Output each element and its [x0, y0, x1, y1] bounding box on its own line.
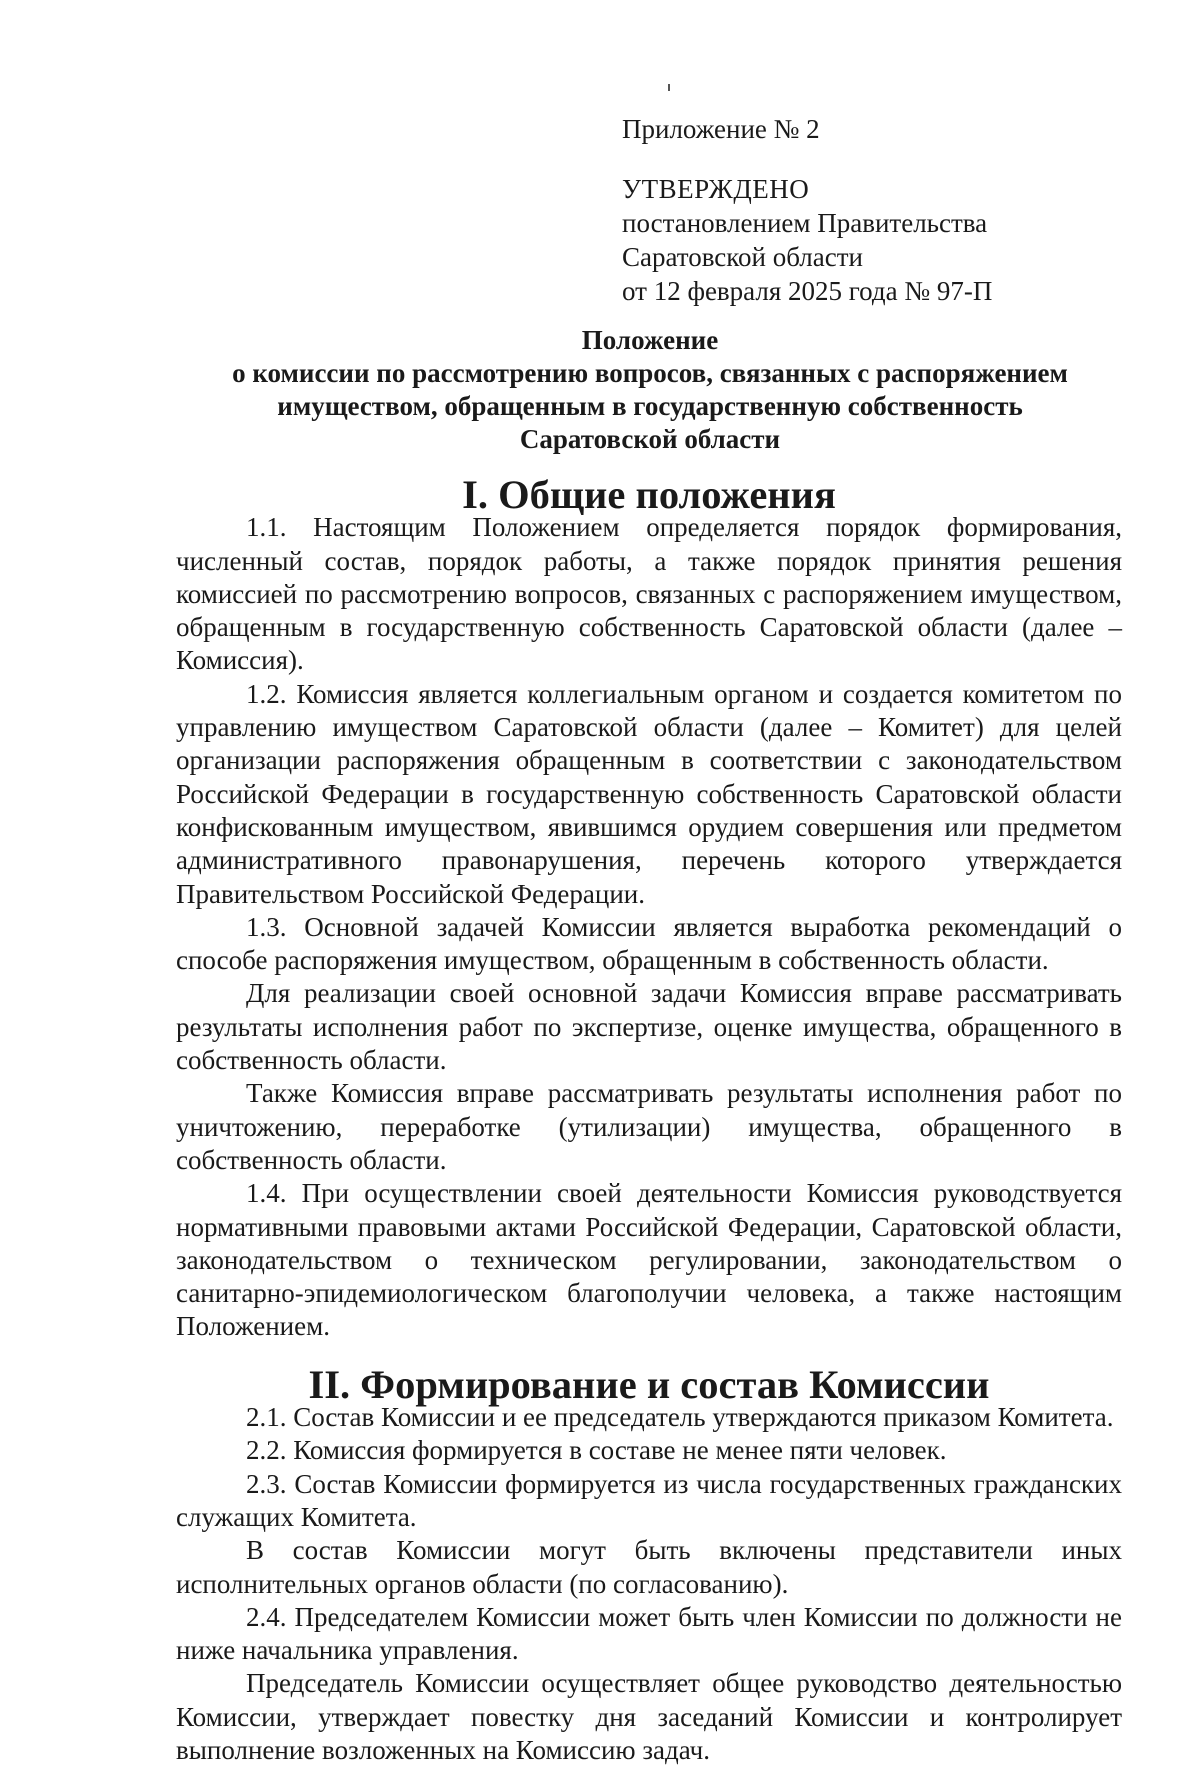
title-line-3: имуществом, обращенным в государственную собственность	[277, 391, 1023, 421]
title-line-1: Положение	[581, 325, 719, 355]
paragraph-2-4: 2.4. Председателем Комиссии может быть член Комиссии по должности не ниже начальника управления.	[176, 1601, 1122, 1666]
title-line-4: Саратовской области	[519, 424, 781, 454]
paragraph-1-3-a: Для реализации своей основной задачи Комиссия вправе рассматривать результаты исполнения работ по экспертизе, оценке имущества, обращенного в собственность области.	[176, 978, 1122, 1076]
paragraph-1-3-b: Также Комиссия вправе рассматривать результаты исполнения работ по уничтожению, переработке (утилизации) имущества, обращенного в собственность области.	[176, 1078, 1122, 1175]
paragraph-2-1: 2.1. Состав Комиссии и ее председатель утверждаются приказом Комитета.	[246, 1402, 1114, 1433]
paragraph-1-1: 1.1. Настоящим Положением определяется порядок формирования, численный состав, порядок работы, а также порядок принятия решения комиссией по рассмотрению вопросов, связанных с распоряжением имуществом, обращенным в государственную собственность Саратовской области (далее – Комиссия).	[176, 512, 1122, 676]
document-body	[176, 472, 1122, 1767]
section-1-heading: I. Общие положения	[462, 472, 836, 517]
paragraph-1-2: 1.2. Комиссия является коллегиальным органом и создается комитетом по управлению имуществом Саратовской области (далее – Комитет) для целей организации распоряжения обращенным в соответствии с законодательством Российской Федерации в государственную собственность Саратовской области конфискованным имуществом, явившимся орудием совершения или предметом административного правонарушения, перечень которого утверждается Правительством Российской Федерации.	[176, 678, 1122, 909]
paragraph-2-3: 2.3. Состав Комиссии формируется из числа государственных гражданских служащих Комитета.	[176, 1468, 1122, 1532]
document-title	[160, 324, 1140, 456]
approved-label: УТВЕРЖДЕНО	[622, 174, 810, 204]
approved-by-line-1: постановлением Правительства	[622, 208, 988, 238]
paragraph-1-4: 1.4. При осуществлении своей деятельности Комиссия руководствуется нормативными правовыми актами Российской Федерации, Саратовской области, законодательством о техническом регулировании, законодательством о санитарно-эпидемиологическом благополучии человека, а также настоящим Положением.	[176, 1178, 1122, 1342]
paragraph-2-3-a: В состав Комиссии могут быть включены представители иных исполнительных органов области (по согласованию).	[176, 1535, 1122, 1599]
scan-artifact-mark	[668, 84, 670, 91]
paragraph-1-3: 1.3. Основной задачей Комиссии является выработка рекомендаций о способе распоряжения имуществом, обращенным в собственность области.	[176, 911, 1122, 976]
appendix-number: Приложение № 2	[622, 114, 820, 144]
paragraph-2-2: 2.2. Комиссия формируется в составе не менее пяти человек.	[246, 1435, 947, 1466]
title-line-2: о комиссии по рассмотрению вопросов, связанных с распоряжением	[232, 358, 1068, 388]
approved-by-line-3: от 12 февраля 2025 года № 97-П	[622, 276, 993, 306]
section-2-heading: II. Формирование и состав Комиссии	[308, 1361, 990, 1407]
approval-stamp-block	[622, 112, 992, 308]
approved-by-line-2: Саратовской области	[622, 242, 863, 272]
paragraph-2-4-a: Председатель Комиссии осуществляет общее руководство деятельностью Комиссии, утверждает повестку дня заседаний Комиссии и контролирует выполнение возложенных на Комиссию задач.	[176, 1668, 1122, 1765]
